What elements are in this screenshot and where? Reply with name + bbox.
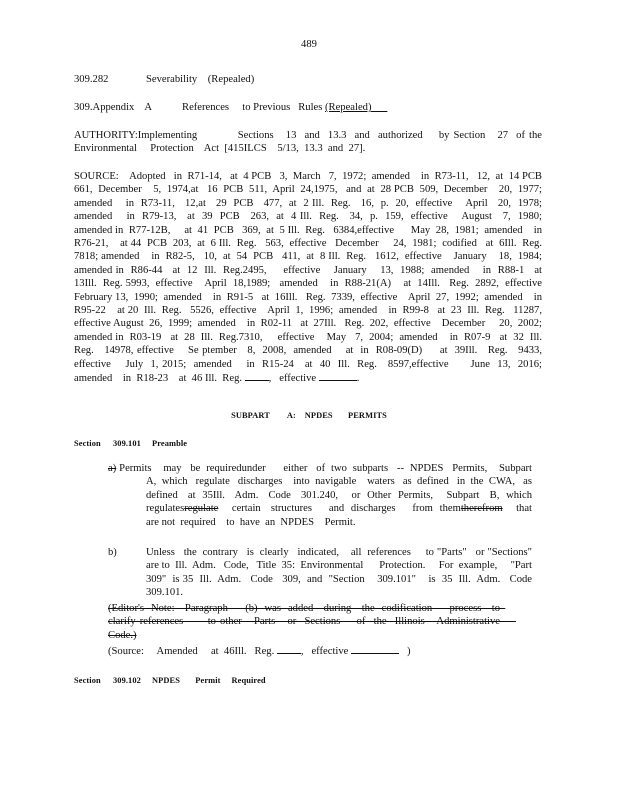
struck-label-a: a)	[108, 463, 117, 474]
section-309-282-heading	[74, 73, 255, 86]
repealed-text: (Repealed)	[325, 102, 372, 113]
appendix-number: 309.Appendix A	[74, 102, 152, 113]
paragraph-b-label: b)	[108, 547, 117, 558]
section-title: Severability (Repealed)	[146, 74, 255, 85]
blank-reg-line	[277, 644, 301, 654]
source-end-reg: Ill. Reg.	[204, 373, 245, 385]
source-note-c: )	[399, 646, 411, 657]
para-a-text-2: certain structures and discharges from them	[218, 503, 461, 515]
section-number: 309.102	[113, 676, 141, 685]
source-note-a: (Source: Amended at 46Ill. Reg.	[108, 646, 277, 657]
para-a-text-3: that are not required to have an NPDES Permit.	[146, 503, 538, 528]
editors-note-struck: (Editor's Note: Paragraph (b) was added during the codification process to clarify references to other Parts or Sections of the Illinois Administrative Code.)	[108, 603, 516, 641]
section-title: Preamble	[152, 439, 188, 448]
struck-therefrom: therefrom	[460, 503, 503, 515]
source-text: SOURCE: Adopted in R71-14, at 4 PCB 3, March 7, 1972; amended in R73-11, 12, at 14 PCB 661, December 5, 1974,at 16 PCB 511, April 24,1975, and at 28 PCB 509, December 20, 1977; amended in R73-11, 12,at 29 PCB 477, at 2 Ill. Reg. 16, p. 20, effective April 20, 1978; amended in R79-13, at 39 PCB 263, at 4 Ill. Reg. 34, p. 159, effective August 7, 1980; amended in R77-12B, at 41 PCB 369, at 5 Ill. Reg. 6384,effective May 28, 1981; amended in R76-21, at 44 PCB 203, at 6 Ill. Reg. 563, effective December 24, 1981; codified at 6Ill. Reg. 7818; amended in R82-5, 10, at 54 PCB 411, at 8 Ill. Reg. 1612, effective January 18, 1984; amended in R86-44 at 12 Ill. Reg.2495, effective January 13, 1988; amended in R88-1 at 13Ill. Reg. 5993, effective April 18,1989; amended in R88-21(A) at 14Ill. Reg. 2892, effective February 13, 1990; amended in R91-5 at 16Ill. Reg. 7339, effective April 27, 1992; amended in R95-22 at 20 Ill. Reg. 5526, effective April 1, 1996; amended in R99-8 at 23 Ill. Reg. 11287, effective August 26, 1999; amended in R02-11 at 27Ill. Reg. 202, effective December 20, 2002; amended in R03-19 at 28 Ill. Reg.7310, effective May 7, 2004; amended in R07-9 at 32 Ill. Reg. 14978, effective Se ptember 8, 2008, amended at in R08-09(D) at 39Ill. Reg. 9433, effective July 1, 2015; amended in R15-24 at 40 Ill. Reg. 8597,effective June 13, 2016; amended in R18-23 at 46	[74, 171, 553, 385]
blank-effective-line	[351, 644, 399, 654]
section-309-102-heading	[74, 674, 334, 687]
blank-effective-line	[319, 371, 357, 381]
section-label: Section	[74, 439, 101, 448]
section-number: 309.101	[113, 439, 141, 448]
section-309-101-heading	[74, 437, 274, 450]
authority-paragraph: AUTHORITY:Implementing Sections 13 and 13.3 and authorized by Section 27 of the Environmental Protection Act [415ILCS 5/13, 13.3 and 27].	[74, 130, 545, 155]
paragraph-b: Unless the contrary is clearly indicated, all references to "Parts" or "Sections" are to Ill. Adm. Code, Title 35: Environmental Protection. For example, "Part 309" is 35 Ill. Adm. Code 309, and "Section 309.101" is 35 Ill. Adm. Code 309.101.	[146, 547, 546, 599]
source-end-effective: , effective	[268, 373, 319, 385]
para-a-text-1: Permits may be requiredunder either of two subparts -- NPDES Permits, Subpart A, which regulate discharges into navigable waters as defined in the CWA, as defined at 35Ill. Adm. Code 301.240, or Other Permits, Subpart B, which regulates	[116, 463, 535, 515]
section-label: Section	[74, 676, 101, 685]
subpart-a-heading: SUBPART A: NPDES PERMITS	[231, 411, 387, 420]
blank-reg-line	[245, 371, 269, 381]
section-title: NPDES Permit Required	[152, 676, 266, 685]
source-end-period: .	[356, 373, 360, 385]
source-note-b: , effective	[300, 646, 351, 657]
source-paragraph	[74, 170, 553, 386]
appendix-title-text: References to Previous Rules	[182, 102, 325, 113]
paragraph-a	[108, 462, 538, 529]
repealed-mark	[325, 102, 387, 113]
appendix-a-heading	[74, 101, 372, 114]
section-number: 309.282	[74, 74, 109, 85]
struck-regulate: regulate	[184, 503, 219, 515]
source-amended-note	[108, 644, 410, 658]
page-number: 489	[301, 39, 317, 50]
appendix-title	[182, 101, 387, 114]
